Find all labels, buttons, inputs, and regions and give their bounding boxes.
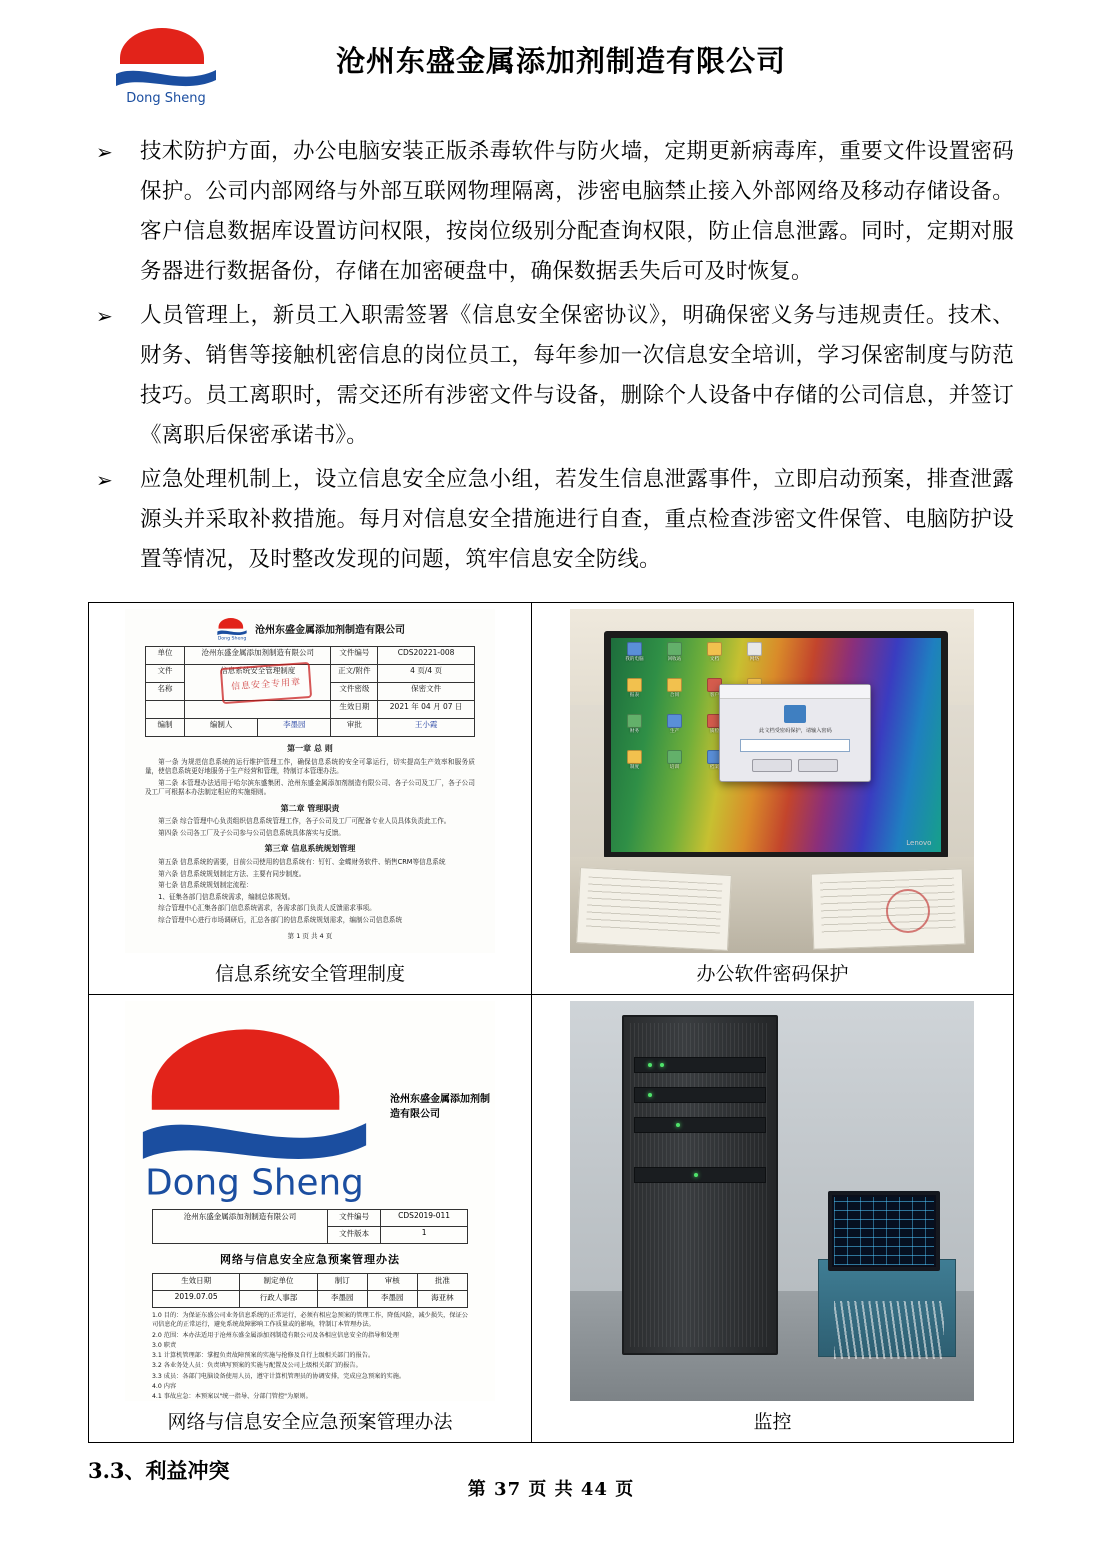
photo-cell-management-system bbox=[89, 603, 532, 995]
photo-caption: 办公软件密码保护 bbox=[696, 963, 849, 985]
table-row bbox=[89, 995, 1014, 1443]
scan-paragraph: 第七条 信息系统规划制定流程： bbox=[158, 881, 253, 890]
dialog-titlebar bbox=[720, 685, 870, 699]
list-item bbox=[88, 132, 1014, 292]
section-heading: 3.3、利益冲突 bbox=[88, 1458, 230, 1483]
desktop-icon bbox=[735, 642, 773, 676]
desktop-icon-label: 我的电脑 bbox=[625, 657, 644, 662]
meta-value: 沧州东盛金属添加剂制造有限公司 bbox=[184, 647, 330, 665]
photo-caption: 信息系统安全管理制度 bbox=[214, 963, 405, 985]
scan-paragraph: 第二条 本管理办法适用于哈尔滨东盛集团、沧州东盛金属添加剂制造有限公司、各子公司及工厂，各子公司及工厂可根据本办法制定相应的实施细则。 bbox=[144, 778, 475, 797]
photo-emergency-plan-doc bbox=[125, 1001, 495, 1401]
desktop-icon-label: 报表 bbox=[629, 693, 640, 698]
dialog-buttons bbox=[720, 759, 870, 772]
meta-label: 制订 bbox=[317, 1274, 367, 1291]
meta-label: 名称 bbox=[145, 683, 184, 701]
meta-value bbox=[184, 701, 330, 719]
signature-value: 海亚林 bbox=[417, 1291, 467, 1308]
network-cables bbox=[834, 1301, 944, 1359]
scan-paragraph: 第一条 为规范信息系统的运行维护管理工作，确保信息系统的安全可靠运行，切实提高生产效率和服务质量，使信息系统更好地服务于生产经营和管理，特制订本管理办法。 bbox=[144, 757, 475, 776]
server-rack bbox=[622, 1015, 778, 1355]
signature-value: 李墨园 bbox=[367, 1291, 417, 1308]
desktop-icon-label: 生产 bbox=[669, 729, 680, 734]
list-item bbox=[88, 460, 1014, 580]
bullet-text: 技术防护方面，办公电脑安装正版杀毒软件与防火墙，定期更新病毒库，重要文件设置密码保护。公司内部网络与外部互联网物理隔离，涉密电脑禁止接入外部网络及移动存储设备。客户信息数据库设置访问权限，按岗位级别分配查询权限，防止信息泄露。同时，定期对服务器进行数据备份，存储在加密硬盘中，确保数据丢失后可及时恢复。 bbox=[140, 139, 1014, 284]
rack-unit bbox=[634, 1117, 766, 1133]
desktop-icon-label: 质检 bbox=[709, 729, 720, 734]
meta-label: 审核 bbox=[367, 1274, 417, 1291]
svg-text:Dong Sheng: Dong Sheng bbox=[145, 1162, 364, 1204]
desktop-icon-label: 网络 bbox=[749, 657, 760, 662]
scan-paragraph: 4.0 内容 bbox=[151, 1383, 177, 1391]
desktop-icon bbox=[655, 750, 693, 784]
monitor-screen bbox=[611, 638, 941, 852]
ok-button bbox=[752, 759, 792, 772]
desktop-icon-label: 合同 bbox=[669, 693, 680, 698]
meta-label: 单位 bbox=[145, 647, 184, 665]
scan-company-name: 沧州东盛金属添加剂制造有限公司 bbox=[254, 624, 405, 636]
desktop-icon-label: 财务 bbox=[629, 729, 640, 734]
meta-value: CDS20221-008 bbox=[378, 647, 475, 665]
scan-company-name: 沧州东盛金属添加剂制造有限公司 bbox=[389, 1094, 490, 1121]
meta-label: 正文/附件 bbox=[331, 665, 378, 683]
monitor-grid-view bbox=[834, 1197, 934, 1265]
meta-value: CDS2019-011 bbox=[381, 1210, 468, 1227]
meta-value: 行政人事部 bbox=[240, 1291, 317, 1308]
desktop-icon bbox=[655, 714, 693, 748]
dialog-message: 此文档受密码保护，请输入密码 bbox=[759, 728, 832, 734]
red-stamp-icon: 信息安全专用章 bbox=[220, 662, 312, 704]
bullet-text: 人员管理上，新员工入职需签署《信息安全保密协议》，明确保密义务与违规责任。技术、财务、销售等接触机密信息的岗位员工，每年参加一次信息安全培训，学习保密制度与防范技巧。员工离职时，需交还所有涉密文件与设备，删除个人设备中存储的公司信息，并签订《离职后保密承诺书》。 bbox=[140, 303, 1014, 448]
meta-label: 生效日期 bbox=[331, 701, 378, 719]
scan-paragraph: 第六条 信息系统规划制定方法、主要有同步制度。 bbox=[158, 869, 306, 878]
scan-body-text bbox=[152, 1312, 468, 1401]
table-row bbox=[145, 701, 474, 719]
scan-paragraph: 综合管理中心汇集各部门信息系统需求，各需求部门负责人反馈需求事项。 bbox=[158, 904, 376, 913]
meta-value: 2019.07.05 bbox=[152, 1291, 239, 1308]
monitoring-screen bbox=[828, 1191, 940, 1271]
scan-paragraph: 4.1 事故应急：本预案以"统一指导、分部门管控"为原则。 bbox=[151, 1393, 312, 1401]
scan-section-title: 第三章 信息系统规划管理 bbox=[264, 844, 356, 854]
desktop-icon bbox=[655, 642, 693, 676]
rack-unit bbox=[634, 1057, 766, 1073]
scan-paragraph: 1.0 目的：为保证东盛公司业务信息系统的正常运行，必须有相应急预案的管理工作，降低风险，减少损失，保证公司信息化的正常运行，避免系统故障影响工作质量或的影响，特制订本管理办法。 bbox=[151, 1312, 468, 1329]
paper-document bbox=[577, 867, 733, 951]
meta-value: 保密文件 bbox=[378, 683, 475, 701]
bullet-list bbox=[88, 132, 1014, 580]
meta-label: 编制人 bbox=[184, 719, 257, 737]
meta-value: 4 页/4 页 bbox=[378, 665, 475, 683]
photo-server-monitoring bbox=[570, 1001, 974, 1401]
password-dialog bbox=[719, 684, 871, 782]
desktop-icon bbox=[615, 678, 653, 712]
scan-body-text bbox=[145, 743, 475, 925]
photo-cell-monitoring bbox=[531, 995, 1013, 1443]
scan-paragraph: 第四条 公司各工厂及子公司参与公司信息系统具体落实与反馈。 bbox=[158, 828, 345, 837]
page-footer: 第 37 页 共 44 页 bbox=[467, 1479, 635, 1500]
company-logo-icon bbox=[125, 1007, 384, 1203]
meta-label: 文件编号 bbox=[331, 647, 378, 665]
meta-label: 生效日期 bbox=[152, 1274, 239, 1291]
meta-value: 2021 年 04 月 07 日 bbox=[378, 701, 475, 719]
photo-caption: 监控 bbox=[753, 1411, 792, 1433]
company-logo-icon bbox=[108, 18, 224, 106]
table-row bbox=[152, 1274, 467, 1291]
table-row bbox=[152, 1291, 467, 1308]
rack-unit bbox=[634, 1087, 766, 1103]
meta-value: 沧州东盛金属添加剂制造有限公司 bbox=[152, 1210, 327, 1244]
photo-table bbox=[88, 602, 1014, 1443]
scan-document-title: 网络与信息安全应急预案管理办法 bbox=[219, 1253, 400, 1267]
table-row bbox=[145, 647, 474, 665]
table-row bbox=[89, 603, 1014, 995]
scan-section-title: 第一章 总 则 bbox=[287, 744, 333, 753]
scan-signature-table bbox=[152, 1273, 468, 1308]
scan-page-footer: 第 1 页 共 4 页 bbox=[287, 932, 333, 941]
desktop-icon-label: 文档 bbox=[709, 657, 720, 662]
scan-paragraph: 综合管理中心进行市场调研后，汇总各部门的信息系统规划需求，编制公司信息系统 bbox=[158, 915, 403, 924]
meta-label: 文件版本 bbox=[327, 1227, 380, 1244]
desktop-icon-label: 制度 bbox=[629, 765, 640, 770]
desktop-icon-label: 档案 bbox=[709, 765, 720, 770]
svg-text:Dong Sheng: Dong Sheng bbox=[126, 91, 206, 106]
photo-cell-emergency-plan bbox=[89, 995, 532, 1443]
desk-surface bbox=[570, 857, 974, 953]
meta-label: 制定单位 bbox=[240, 1274, 317, 1291]
meta-value: 信息系统安全管理制度 bbox=[184, 665, 330, 701]
scan-section-title: 第二章 管理职责 bbox=[280, 803, 340, 813]
scan-meta-table bbox=[152, 1209, 468, 1244]
desktop-icon-label: 回收站 bbox=[667, 657, 682, 662]
scan-paragraph: 3.0 职责 bbox=[151, 1341, 177, 1349]
bullet-marker-icon: ➢ bbox=[96, 140, 113, 164]
photo-caption: 网络与信息安全应急预案管理办法 bbox=[167, 1411, 453, 1433]
meta-label: 审批 bbox=[331, 719, 378, 737]
desktop-icon bbox=[615, 750, 653, 784]
meta-label bbox=[145, 701, 184, 719]
meta-label: 编制 bbox=[145, 719, 184, 737]
photo-information-system-policy bbox=[125, 609, 495, 953]
scan-paragraph: 第五条 信息系统的需要，目前公司使用的信息系统有：钉钉、金蝶财务软件、销售CRM等信息系统 bbox=[158, 858, 446, 867]
scan-paragraph: 3.1 计算机管理部：掌握负责故障预案的实施与抢修及自行上级相关部门的报告。 bbox=[151, 1352, 375, 1360]
signature-value: 王小霞 bbox=[378, 719, 475, 737]
bullet-text: 应急处理机制上，设立信息安全应急小组，若发生信息泄露事件，立即启动预案，排查泄露源头并采取补救措施。每月对信息安全措施进行自查，重点检查涉密文件保管、电脑防护设置等情况，及时整改发现的问题，筑牢信息安全防线。 bbox=[140, 467, 1014, 572]
document-header bbox=[88, 0, 1014, 118]
scan-paragraph: 1、征集各部门信息系统需求，编制总体规划。 bbox=[158, 892, 295, 901]
desktop-icon bbox=[615, 714, 653, 748]
table-row bbox=[152, 1210, 467, 1227]
table-row bbox=[145, 719, 474, 737]
meta-label: 文件 bbox=[145, 665, 184, 683]
desktop-icon-label: 客户 bbox=[709, 693, 720, 698]
meta-label: 文件密级 bbox=[331, 683, 378, 701]
meta-label: 文件编号 bbox=[327, 1210, 380, 1227]
photo-cell-password-protection bbox=[531, 603, 1013, 995]
scan-paragraph: 第三条 综合管理中心负责组织信息系统管理工作，各子公司及工厂可配备专业人员具体负责此工作。 bbox=[158, 817, 451, 826]
signature-value: 李墨园 bbox=[258, 719, 331, 737]
scan-paragraph: 3.2 各业务处人员：负责填写预案的实施与配置及公司上级相关部门的报告。 bbox=[151, 1362, 362, 1370]
desktop-icon bbox=[655, 678, 693, 712]
desktop-icon bbox=[695, 642, 733, 676]
monitor-frame bbox=[604, 631, 948, 859]
svg-text:Dong Sheng: Dong Sheng bbox=[217, 636, 247, 641]
page-title: 沧州东盛金属添加剂制造有限公司 bbox=[335, 43, 786, 78]
signature-value: 李墨园 bbox=[317, 1291, 367, 1308]
password-input bbox=[740, 739, 850, 752]
rack-unit bbox=[634, 1167, 766, 1183]
lock-icon bbox=[784, 705, 806, 723]
company-logo-icon bbox=[215, 615, 249, 641]
cancel-button bbox=[798, 759, 838, 772]
bullet-marker-icon: ➢ bbox=[96, 468, 113, 492]
list-item bbox=[88, 296, 1014, 456]
meta-label: 批准 bbox=[417, 1274, 467, 1291]
monitor-brand-label: Lenovo bbox=[906, 839, 932, 847]
scan-paragraph: 3.3 成员：各部门电脑设备使用人员，遵守计算机管理员的协调安排，完成应急预案的实施。 bbox=[151, 1372, 406, 1380]
desktop-icon bbox=[615, 642, 653, 676]
desktop-icon-label: 培训 bbox=[669, 765, 680, 770]
scan-paragraph: 2.0 范围：本办法适用于沧州东盛金属添加剂制造有限公司及各相应信息安全的指导和处理 bbox=[151, 1331, 399, 1339]
meta-value: 1 bbox=[381, 1227, 468, 1244]
photo-office-password bbox=[570, 609, 974, 953]
bullet-marker-icon: ➢ bbox=[96, 304, 113, 328]
